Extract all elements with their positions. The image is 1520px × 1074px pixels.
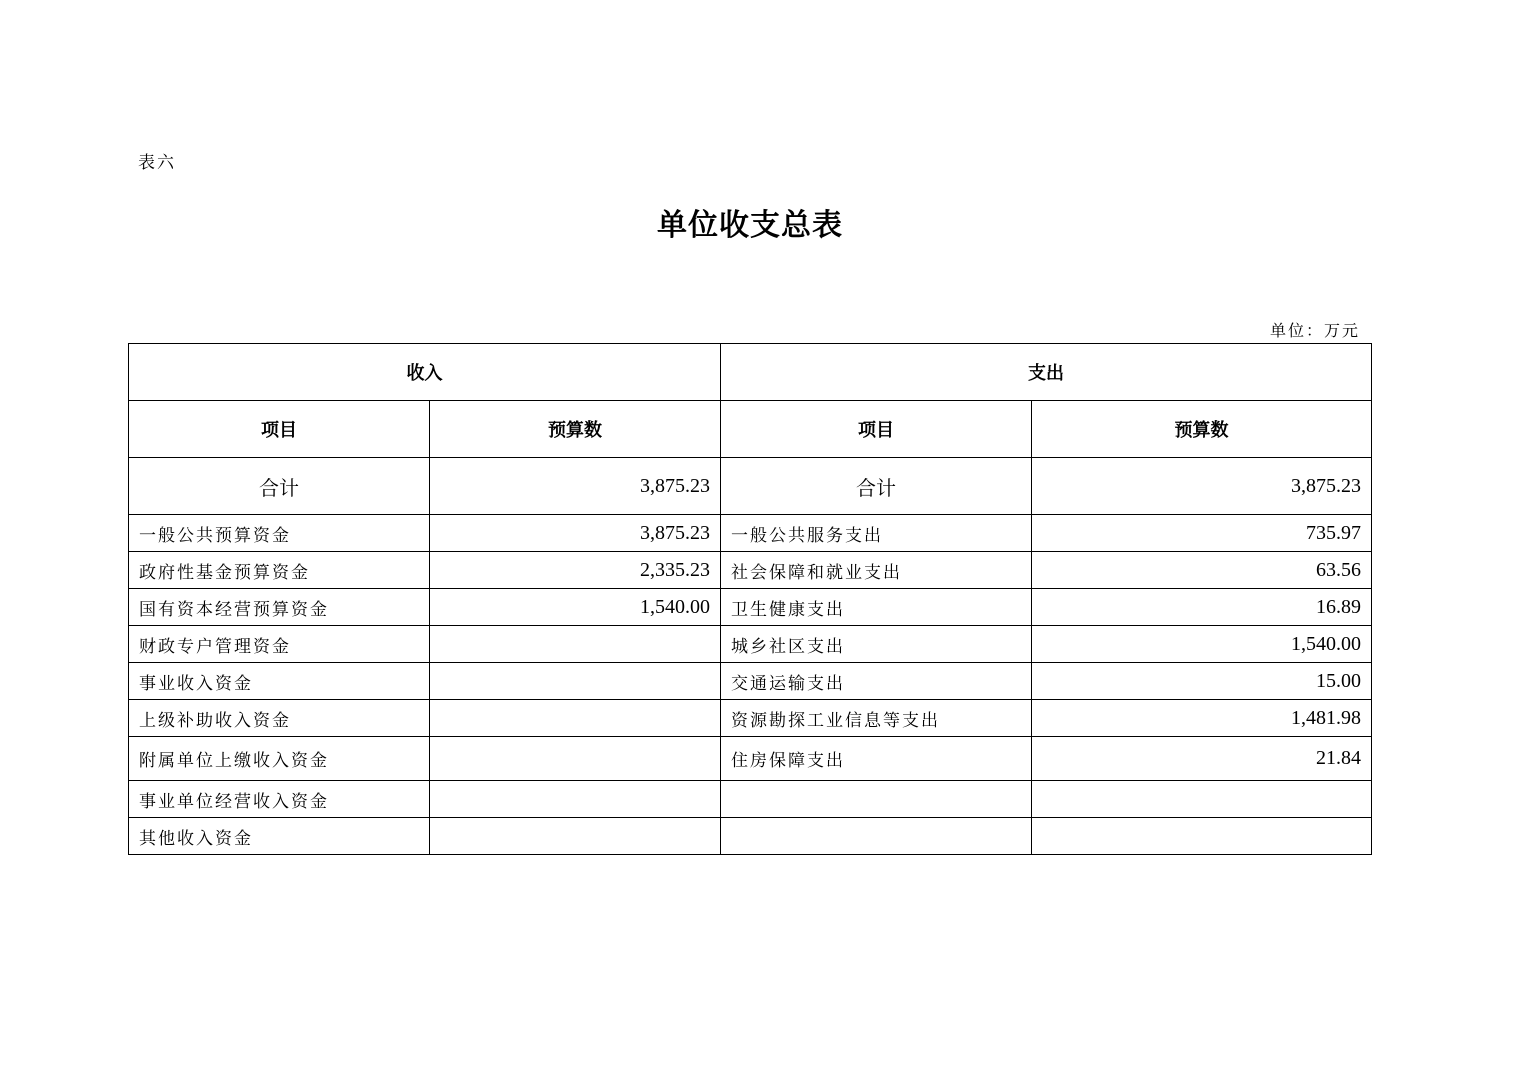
income-item: 附属单位上缴收入资金: [129, 737, 430, 781]
table-number-label: 表六: [138, 153, 176, 173]
expense-item-header: 项目: [721, 401, 1032, 458]
expense-item: [721, 781, 1032, 818]
income-item: 政府性基金预算资金: [129, 552, 430, 589]
page-title: 单位收支总表: [657, 208, 843, 243]
expense-value: 1,481.98: [1032, 700, 1372, 737]
expense-section-header: 支出: [721, 344, 1372, 401]
expense-item: 卫生健康支出: [721, 589, 1032, 626]
income-value: [430, 626, 721, 663]
income-budget-header: 预算数: [430, 401, 721, 458]
income-item: 一般公共预算资金: [129, 515, 430, 552]
section-header-row: [129, 344, 1372, 401]
expense-value: 16.89: [1032, 589, 1372, 626]
income-expense-summary-table: [128, 343, 1372, 855]
income-total-value: 3,875.23: [430, 458, 721, 515]
expense-item: 城乡社区支出: [721, 626, 1032, 663]
expense-value: 1,540.00: [1032, 626, 1372, 663]
table-row: [129, 700, 1372, 737]
expense-budget-header: 预算数: [1032, 401, 1372, 458]
income-value: [430, 737, 721, 781]
expense-value: [1032, 818, 1372, 855]
total-row: [129, 458, 1372, 515]
income-item: 财政专户管理资金: [129, 626, 430, 663]
expense-value: [1032, 781, 1372, 818]
expense-item: 资源勘探工业信息等支出: [721, 700, 1032, 737]
income-total-label: 合计: [129, 458, 430, 515]
income-item: 事业单位经营收入资金: [129, 781, 430, 818]
table-row: [129, 515, 1372, 552]
income-value: [430, 781, 721, 818]
expense-item: 交通运输支出: [721, 663, 1032, 700]
income-value: 1,540.00: [430, 589, 721, 626]
table-row: [129, 626, 1372, 663]
column-header-row: [129, 401, 1372, 458]
income-item: 其他收入资金: [129, 818, 430, 855]
expense-item: 一般公共服务支出: [721, 515, 1032, 552]
table-row: [129, 781, 1372, 818]
income-value: [430, 818, 721, 855]
expense-value: 63.56: [1032, 552, 1372, 589]
income-item: 国有资本经营预算资金: [129, 589, 430, 626]
expense-total-value: 3,875.23: [1032, 458, 1372, 515]
table-row: [129, 818, 1372, 855]
expense-item: [721, 818, 1032, 855]
expense-value: 735.97: [1032, 515, 1372, 552]
income-value: 2,335.23: [430, 552, 721, 589]
income-value: 3,875.23: [430, 515, 721, 552]
income-value: [430, 700, 721, 737]
income-section-header: 收入: [129, 344, 721, 401]
unit-note: 单位：万元: [1269, 321, 1360, 340]
expense-item: 住房保障支出: [721, 737, 1032, 781]
table-row: [129, 663, 1372, 700]
expense-item: 社会保障和就业支出: [721, 552, 1032, 589]
table-row: [129, 589, 1372, 626]
income-item: 上级补助收入资金: [129, 700, 430, 737]
table-row: [129, 737, 1372, 781]
expense-total-label: 合计: [721, 458, 1032, 515]
income-item: 事业收入资金: [129, 663, 430, 700]
expense-value: 21.84: [1032, 737, 1372, 781]
income-value: [430, 663, 721, 700]
income-item-header: 项目: [129, 401, 430, 458]
expense-value: 15.00: [1032, 663, 1372, 700]
table-row: [129, 552, 1372, 589]
